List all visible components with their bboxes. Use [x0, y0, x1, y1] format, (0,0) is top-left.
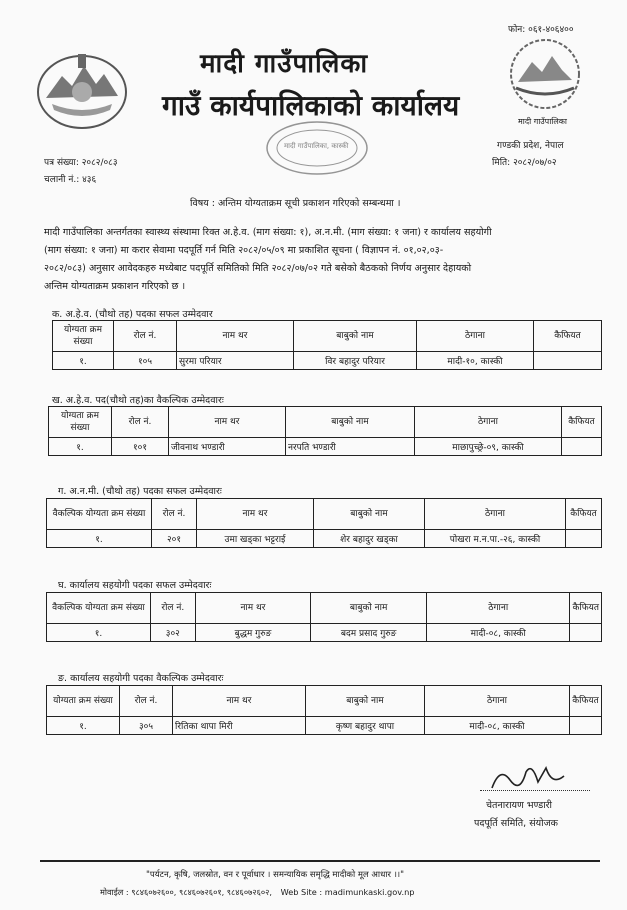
- table-header: नाम थर: [169, 407, 286, 438]
- office-stamp: [262, 118, 372, 178]
- table-header: योग्यता क्रम संख्या: [53, 321, 114, 352]
- table-row: [53, 352, 602, 370]
- signature-dots: [480, 790, 590, 791]
- table-header: ठेगाना: [425, 499, 566, 530]
- body-line: अन्तिम योग्यताक्रम प्रकाशन गरिएको छ ।: [44, 281, 186, 292]
- table-header: नाम थर: [195, 593, 311, 624]
- table-cell: [562, 438, 602, 456]
- table-header: रोल नं.: [112, 407, 169, 438]
- signatory-role: पदपूर्ति समिति, संयोजक: [474, 818, 558, 829]
- table-cell: [570, 624, 602, 642]
- table-header: कैफियत: [562, 407, 602, 438]
- table-row: [49, 438, 602, 456]
- table-cell: [534, 352, 602, 370]
- table-cell: मादी-०८, कास्की: [426, 624, 569, 642]
- footer-contact: [100, 887, 414, 898]
- stamp-text: मादी गाउँपालिका, कास्की: [284, 142, 349, 150]
- table-header: कैफियत: [570, 686, 602, 717]
- municipality-logo: [500, 36, 590, 116]
- table-cell: शेर बहादुर खड्का: [314, 530, 425, 548]
- table-header: बाबुको नाम: [311, 593, 427, 624]
- table-header: नाम थर: [197, 499, 314, 530]
- table-cell: २०१: [152, 530, 197, 548]
- section-heading: ख. अ.हे.व. पद(चौथो तह)का वैकल्पिक उम्मेदवारः: [52, 395, 224, 406]
- letter-date: मिति: २०८२/०७/०२: [492, 158, 557, 168]
- candidate-table: [46, 685, 602, 735]
- table-header: कैफियत: [570, 593, 602, 624]
- table-row: [47, 717, 602, 735]
- body-line: (माग संख्या: १ जना) मा करार सेवामा पदपूर्ति गर्न मिति २०८२/०५/०९ मा प्रकाशित सूचना ( विज्ञापन नं. ०१,०२,०३-: [44, 245, 444, 256]
- table-header: रोल नं.: [114, 321, 177, 352]
- table-header: नाम थर: [173, 686, 306, 717]
- office-title: गाउँ कार्यपालिकाको कार्यालय: [162, 89, 460, 122]
- table-cell: १.: [53, 352, 114, 370]
- table-header: बाबुको नाम: [294, 321, 417, 352]
- candidate-table: [46, 498, 602, 548]
- table-cell: [566, 530, 602, 548]
- table-header: ठेगाना: [425, 686, 570, 717]
- municipality-title: मादी गाउँपालिका: [200, 49, 369, 79]
- table-cell: कृष्ण बहादुर थापा: [306, 717, 425, 735]
- table-header: कैफियत: [534, 321, 602, 352]
- subject-line: विषय : अन्तिम योग्यताक्रम सूची प्रकाशन गरिएको सम्बन्धमा ।: [190, 198, 401, 209]
- table-cell: १०१: [112, 438, 169, 456]
- table-cell: नरपति भण्डारी: [286, 438, 415, 456]
- nepal-emblem-logo: [32, 46, 132, 132]
- table-header: नाम थर: [177, 321, 294, 352]
- signatory-name: चेतनारायण भण्डारी: [486, 800, 553, 811]
- table-cell: माछापुच्छ्रे-०९, कास्की: [415, 438, 562, 456]
- footer-website: madimunkaski.gov.np: [324, 887, 415, 897]
- section-heading: क. अ.हे.व. (चौथो तह) पदका सफल उम्मेदवार: [52, 309, 213, 320]
- table-cell: १.: [47, 717, 120, 735]
- table-cell: सुरमा परियार: [177, 352, 294, 370]
- candidate-table: [52, 320, 602, 370]
- body-paragraph: [44, 224, 604, 296]
- table-header: रोल नं.: [151, 593, 196, 624]
- handwritten-signature: [488, 758, 568, 794]
- table-cell: पोखरा म.न.पा.-२६, कास्की: [425, 530, 566, 548]
- body-line: मादी गाउँपालिका अन्तर्गतका स्वास्थ्य संस्थामा रिक्त अ.हे.व. (माग संख्या: १), अ.न.मी. (माग संख्या: १ जना) र कार्यालय सहयोगी: [44, 227, 492, 238]
- footer-divider: [40, 860, 600, 862]
- footer-slogan: "पर्यटन, कृषि, जलस्रोत, वन र पूर्वाधार । समन्यायिक समृद्धि मादीको मूल आधार ।।": [146, 870, 405, 880]
- body-line: २०८२/०८३) अनुसार आवेदकहरु मध्येबाट पदपूर्ति समितिको मिति २०८२/०७/०२ गते बसेको बैठकको निर्णय अनुसार देहायको: [44, 263, 472, 274]
- table-cell: मादी-०८, कास्की: [425, 717, 570, 735]
- table-header: कैफियत: [566, 499, 602, 530]
- section-heading: ङ. कार्यालय सहयोगी पदका वैकल्पिक उम्मेदवारः: [58, 673, 224, 684]
- table-header: योग्यता क्रम संख्या: [49, 407, 112, 438]
- table-header: बाबुको नाम: [306, 686, 425, 717]
- candidate-table: [46, 592, 602, 642]
- table-header: बाबुको नाम: [286, 407, 415, 438]
- table-row: [47, 624, 602, 642]
- table-header: योग्यता क्रम संख्या: [47, 686, 120, 717]
- candidate-table: [48, 406, 602, 456]
- table-header: ठेगाना: [426, 593, 569, 624]
- footer-website-label: Web Site :: [280, 887, 323, 897]
- table-cell: विर बहादुर परियार: [294, 352, 417, 370]
- section-heading: ग. अ.न.मी. (चौथो तह) पदका सफल उम्मेदवारः: [58, 486, 222, 497]
- table-cell: उमा खड्का भट्टराई: [197, 530, 314, 548]
- province-name: गण्डकी प्रदेश, नेपाल: [497, 141, 564, 151]
- section-heading: घ. कार्यालय सहयोगी पदका सफल उम्मेदवारः: [58, 580, 212, 591]
- footer-mobile: मोवाईल : ९८४६०७२६००, ९८४६०७२६०१, ९८४६०७२६०२,: [100, 887, 272, 897]
- table-header: ठेगाना: [415, 407, 562, 438]
- table-cell: १.: [47, 624, 151, 642]
- table-header: वैकल्पिक योग्यता क्रम संख्या: [47, 593, 151, 624]
- phone-number: फोन: ०६१-४०६४००: [508, 25, 574, 35]
- table-cell: १०५: [114, 352, 177, 370]
- table-cell: मादी-१०, कास्की: [417, 352, 534, 370]
- table-cell: ३०२: [151, 624, 196, 642]
- logo-caption: मादी गाउँपालिका: [518, 117, 568, 126]
- table-header: रोल नं.: [120, 686, 173, 717]
- table-cell: [570, 717, 602, 735]
- table-cell: ३०५: [120, 717, 173, 735]
- reference-number: पत्र संख्या: २०८२/०८३: [44, 158, 118, 168]
- table-cell: रितिका थापा मिरी: [173, 717, 306, 735]
- table-cell: १.: [49, 438, 112, 456]
- table-header: ठेगाना: [417, 321, 534, 352]
- table-row: [47, 530, 602, 548]
- table-header: बाबुको नाम: [314, 499, 425, 530]
- table-cell: १.: [47, 530, 152, 548]
- table-cell: बुद्धम गुरुङ: [195, 624, 311, 642]
- dispatch-number: चलानी नं.: ४३६: [44, 175, 97, 185]
- table-cell: बदम प्रसाद गुरुङ: [311, 624, 427, 642]
- table-cell: जीवनाथ भण्डारी: [169, 438, 286, 456]
- table-header: रोल नं.: [152, 499, 197, 530]
- table-header: वैकल्पिक योग्यता क्रम संख्या: [47, 499, 152, 530]
